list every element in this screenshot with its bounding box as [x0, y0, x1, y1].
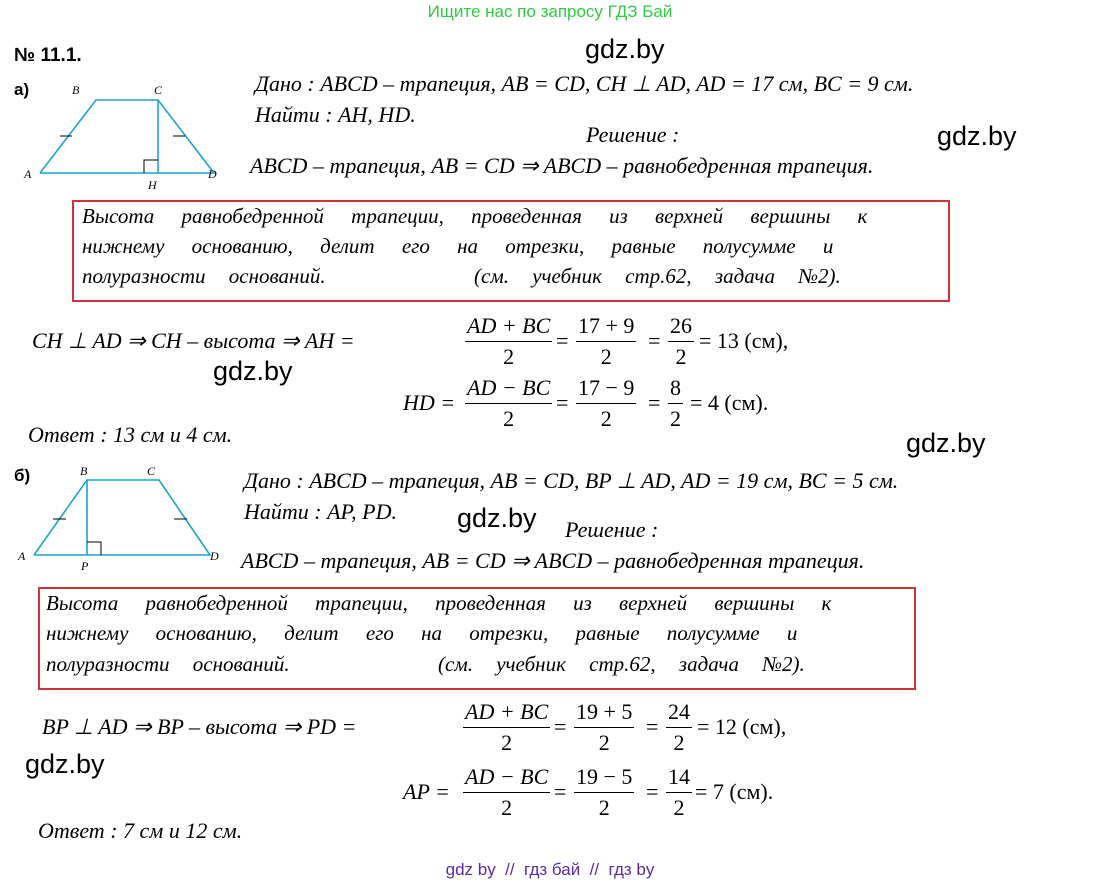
part-b-fraction-5: $\frac{19 - 5}{2}$	[576, 764, 633, 820]
rule-a-line3-text: полуразности оснований.	[82, 264, 326, 288]
part-a-fraction-1: $\frac{AD + BC}{2}$	[467, 313, 551, 369]
vertex-d: D	[210, 549, 219, 563]
part-a-calc1-prefix: CH ⊥ AD ⇒ CH – высота ⇒ AH =	[32, 328, 355, 353]
part-a-fraction-6: $\frac{8}{2}$	[670, 375, 681, 431]
part-b-fraction-3: $\frac{24}{2}$	[668, 699, 690, 755]
rule-b-line1: Высота равнобедренной трапеции, проведенная из верхней вершины к	[46, 591, 832, 615]
part-a-fraction-3: $\frac{26}{2}$	[670, 313, 692, 369]
search-banner[interactable]: Ищите нас по запросу ГДЗ Бай	[427, 2, 673, 21]
part-b-label: б)	[14, 466, 31, 485]
part-a-fraction-5: $\frac{17 - 9}{2}$	[578, 375, 635, 431]
part-a-calc2-prefix: HD =	[403, 390, 456, 415]
vertex-a: A	[18, 549, 26, 563]
part-b-calc1-result: = 12 (см),	[697, 714, 787, 739]
part-b-find: Найти : AP, PD.	[244, 499, 397, 524]
part-b-fraction-6: $\frac{14}{2}$	[668, 764, 690, 820]
part-b-given: Дано : ABCD – трапеция, AB = CD, BP ⊥ AD, AD = 19 см, BC = 5 см.	[244, 468, 899, 493]
part-a-fraction-4: $\frac{AD - BC}{2}$	[467, 375, 551, 431]
vertex-a: A	[24, 167, 32, 181]
footer-links[interactable]: gdz by // гдз бай // гдз by	[445, 860, 655, 879]
vertex-b: B	[80, 464, 88, 478]
part-a-calc1-result: = 13 (см),	[699, 328, 789, 353]
problem-number: № 11.1.	[14, 45, 82, 66]
vertex-c: C	[154, 83, 163, 97]
part-a-fraction-2: $\frac{17 + 9}{2}$	[578, 313, 635, 369]
rule-b-line2: нижнему основанию, делит его на отрезки, равные полусумме и	[46, 621, 798, 645]
part-a-label: а)	[14, 80, 30, 99]
watermark-6: gdz.by	[25, 749, 105, 779]
part-b-solution-title: Решение :	[565, 517, 659, 542]
part-b-answer: Ответ : 7 см и 12 см.	[38, 818, 243, 843]
part-b-fraction-4: $\frac{AD - BC}{2}$	[465, 764, 549, 820]
watermark-5: gdz.by	[457, 503, 537, 533]
part-b-fraction-2: $\frac{19 + 5}{2}$	[576, 699, 633, 755]
part-b-calc2-prefix: AP =	[403, 779, 450, 804]
vertex-d: D	[208, 167, 217, 181]
part-a-answer: Ответ : 13 см и 4 см.	[28, 422, 233, 447]
part-a-step1: ABCD – трапеция, AB = CD ⇒ ABCD – равнобедренная трапеция.	[250, 153, 874, 178]
trapezoid-figure-a	[20, 82, 230, 194]
rule-a-line3-ref: (см. учебник стр.62, задача №2).	[474, 264, 841, 288]
watermark-1: gdz.by	[585, 34, 665, 64]
rule-b-line3-text: полуразности оснований.	[46, 652, 290, 676]
watermark-2: gdz.by	[937, 121, 1017, 151]
vertex-b: B	[72, 83, 80, 97]
part-a-given: Дано : ABCD – трапеция, AB = CD, CH ⊥ AD, AD = 17 см, BC = 9 см.	[255, 71, 914, 96]
part-a-solution-title: Решение :	[586, 122, 680, 147]
rule-a-line1: Высота равнобедренной трапеции, проведенная из верхней вершины к	[82, 204, 868, 228]
part-b-fraction-1: $\frac{AD + BC}{2}$	[465, 699, 549, 755]
part-a-find: Найти : AH, HD.	[255, 102, 416, 127]
part-b-step1: ABCD – трапеция, AB = CD ⇒ ABCD – равнобедренная трапеция.	[241, 548, 865, 573]
trapezoid-figure-b	[14, 462, 228, 574]
part-b-calc2-result: = 7 (см).	[695, 779, 774, 804]
watermark-4: gdz.by	[906, 428, 986, 458]
rule-a-line2: нижнему основанию, делит его на отрезки, равные полусумме и	[82, 234, 834, 258]
vertex-c: C	[147, 464, 156, 478]
part-a-calc2-result: = 4 (см).	[690, 390, 769, 415]
part-b-calc1-prefix: BP ⊥ AD ⇒ BP – высота ⇒ PD =	[42, 714, 357, 739]
vertex-h: H	[148, 178, 157, 192]
vertex-p: P	[81, 559, 89, 573]
watermark-3: gdz.by	[213, 356, 293, 386]
rule-b-line3-ref: (см. учебник стр.62, задача №2).	[438, 652, 805, 676]
